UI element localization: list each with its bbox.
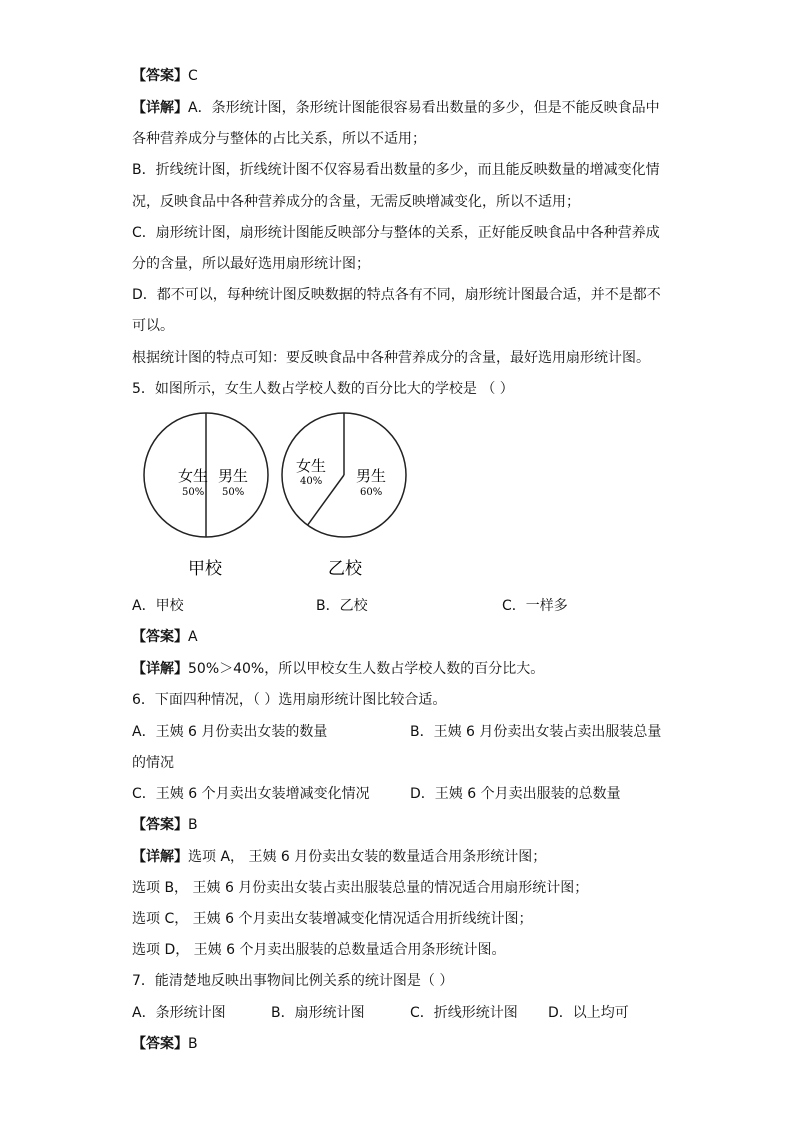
q7-option-a: A．条形统计图 [132, 1005, 226, 1021]
pie-label-boys: 男生 [356, 467, 387, 485]
pie-chart-school-2 [282, 413, 406, 579]
q5-option-a: A．甲校 [132, 598, 184, 614]
q7-option-c: C．折线形统计图 [410, 1005, 518, 1021]
pie-school-name: 乙校 [328, 559, 362, 579]
answer-tag: 【答案】 [132, 68, 188, 84]
q5-question: 5．如图所示，女生人数占学校人数的百分比大的学校是 （ ） [132, 381, 514, 397]
q6-detail-line-4: 选项 D， 王姨 6 个月卖出服装的总数量适合用条形统计图。 [132, 942, 506, 958]
q7-option-b: B．扇形统计图 [271, 1005, 365, 1021]
q4-detail-line-4: 况，反映食品中各种营养成分的含量，无需反映增减变化，所以不适用； [132, 194, 580, 210]
detail-tag: 【详解】 [132, 661, 188, 677]
pie-label-boys: 男生 [218, 467, 249, 485]
q4-detail-line-5: C．扇形统计图，扇形统计图能反映部分与整体的关系，正好能反映食品中各种营养成 [132, 225, 660, 241]
answer-value: C [188, 68, 198, 84]
detail-tag: 【详解】 [132, 100, 188, 116]
q4-detail-line-8: 可以。 [132, 318, 174, 334]
answer-tag: 【答案】 [132, 1036, 188, 1052]
pie-pct-girls: 40% [300, 476, 323, 487]
q4-detail-line-2: 各种营养成分与整体的占比关系，所以不适用； [132, 131, 426, 147]
q4-detail-line-1 [132, 98, 660, 118]
q6-question: 6．下面四种情况，（ ）选用扇形统计图比较合适。 [132, 692, 447, 708]
pie-school-name: 甲校 [188, 559, 222, 579]
q5-pie-charts [140, 406, 440, 586]
q4-answer [132, 66, 198, 86]
q6-option-a: A．王姨 6 月份卖出女装的数量 [132, 724, 328, 740]
answer-value: B [188, 817, 198, 833]
q4-summary: 根据统计图的特点可知：要反映食品中各种营养成分的含量，最好选用扇形统计图。 [132, 350, 650, 366]
pie-pct-boys: 60% [360, 487, 383, 498]
q6-option-b: B．王姨 6 月份卖出女装占卖出服装总量 [410, 724, 662, 740]
q5-answer [132, 627, 198, 647]
pie-charts-svg [140, 406, 440, 586]
pie-pct-boys: 50% [222, 487, 245, 498]
answer-value: B [188, 1036, 198, 1052]
q7-answer [132, 1034, 198, 1054]
q5-option-b: B．乙校 [316, 598, 368, 614]
q6-option-b-cont: 的情况 [132, 755, 174, 771]
detail-tag: 【详解】 [132, 849, 188, 865]
pie-pct-girls: 50% [182, 487, 205, 498]
q6-detail-line-2: 选项 B， 王姨 6 月份卖出女装占卖出服装总量的情况适合用扇形统计图； [132, 880, 589, 896]
pie-chart-school-1 [144, 413, 268, 579]
pie-label-girls: 女生 [178, 467, 209, 485]
q5-detail [132, 659, 544, 679]
q4-detail-line-6: 分的含量，所以最好选用扇形统计图； [132, 256, 370, 272]
answer-tag: 【答案】 [132, 629, 188, 645]
q7-question: 7．能清楚地反映出事物间比例关系的统计图是（ ） [132, 973, 454, 989]
detail-text: 50%＞40%，所以甲校女生人数占学校人数的百分比大。 [188, 661, 545, 677]
pie-label-girls: 女生 [296, 457, 327, 475]
q6-detail-line-3: 选项 C， 王姨 6 个月卖出女装增减变化情况适合用折线统计图； [132, 911, 533, 927]
q4-detail-line-3: B．折线统计图，折线统计图不仅容易看出数量的多少，而且能反映数量的增减变化情 [132, 162, 660, 178]
q6-detail-line-1 [132, 847, 546, 867]
q4-detail-line-7: D．都不可以，每种统计图反映数据的特点各有不同，扇形统计图最合适，并不是都不 [132, 287, 661, 303]
q5-option-c: C．一样多 [502, 598, 568, 614]
q7-option-d: D．以上均可 [548, 1005, 629, 1021]
answer-tag: 【答案】 [132, 817, 188, 833]
detail-text: 选项 A， 王姨 6 月份卖出女装的数量适合用条形统计图； [188, 849, 547, 865]
q6-option-c: C．王姨 6 个月卖出女装增减变化情况 [132, 786, 370, 802]
detail-text: A．条形统计图，条形统计图能很容易看出数量的多少，但是不能反映食品中 [188, 100, 660, 116]
answer-value: A [188, 629, 198, 645]
q6-option-d: D．王姨 6 个月卖出服装的总数量 [410, 786, 621, 802]
q6-answer [132, 815, 198, 835]
